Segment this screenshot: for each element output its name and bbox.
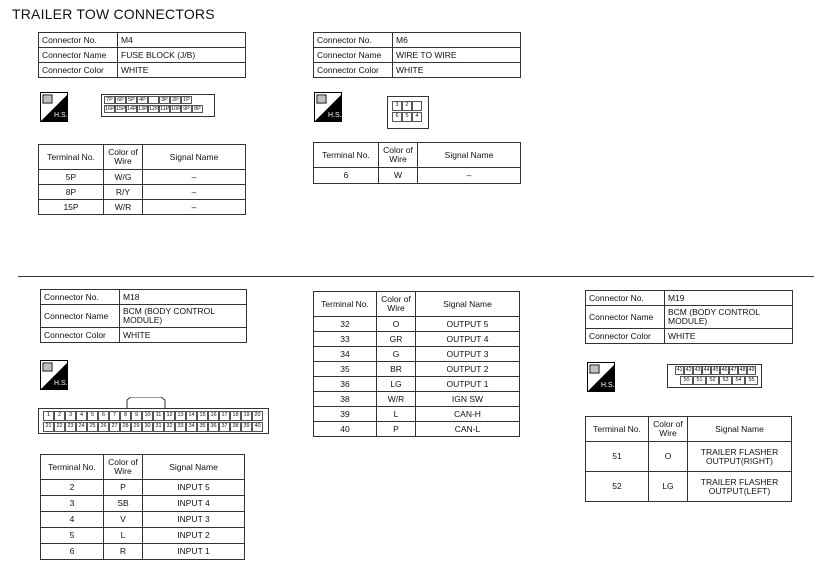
col-signal: Signal Name — [416, 292, 520, 317]
m4-connector-color: WHITE — [118, 63, 246, 78]
m18-connector-color: WHITE — [120, 328, 247, 343]
connector-pin: 22 — [54, 422, 65, 432]
wire-cell: V — [104, 512, 143, 528]
connector-pin: 4 — [412, 112, 422, 122]
wire-cell: L — [104, 528, 143, 544]
wire-cell: W/R — [377, 392, 416, 407]
connector-pin: 5P — [126, 96, 137, 104]
connector-pin: 46 — [721, 367, 728, 373]
table-row — [314, 332, 520, 347]
connector-pin: 5 — [87, 411, 98, 421]
terminal-cell: 2 — [41, 480, 104, 496]
m6-connector-name: WIRE TO WIRE — [393, 48, 521, 63]
table-row — [39, 185, 246, 200]
m19-connector-face — [667, 364, 762, 388]
info-label: Connector Color — [41, 328, 120, 343]
info-label: Connector Color — [39, 63, 118, 78]
connector-pin — [412, 101, 422, 111]
connector-pin: 15 — [197, 411, 208, 421]
connector-pin: 8P — [192, 105, 203, 113]
connector-pin: 4P — [137, 96, 148, 104]
connector-pin: 2 — [54, 411, 65, 421]
signal-cell: – — [143, 185, 246, 200]
connector-pin: 55 — [745, 376, 758, 385]
connector-pin: 13 — [175, 411, 186, 421]
connector-pin: 18 — [230, 411, 241, 421]
connector-pin: 29 — [131, 422, 142, 432]
table-row — [41, 480, 245, 496]
m4-info-table — [38, 32, 246, 78]
connector-pin: 16P — [105, 106, 115, 112]
signal-cell: OUTPUT 2 — [416, 362, 520, 377]
hs-connector-icon — [314, 92, 342, 122]
connector-pin: 51 — [693, 376, 706, 385]
table-row — [314, 347, 520, 362]
terminal-cell: 32 — [314, 317, 377, 332]
signal-cell: INPUT 5 — [143, 480, 245, 496]
connector-pin: 39 — [241, 422, 252, 432]
connector-pin: 38 — [230, 422, 241, 432]
signal-cell: – — [143, 170, 246, 185]
signal-cell: OUTPUT 4 — [416, 332, 520, 347]
col-terminal: Terminal No. — [39, 145, 104, 170]
table-row — [314, 362, 520, 377]
m19-signal-table — [585, 416, 792, 502]
wire-cell: GR — [377, 332, 416, 347]
connector-pin: 11 — [153, 411, 164, 421]
connector-pin: 10P — [171, 106, 181, 112]
connector-pin: 11P — [160, 106, 170, 112]
signal-cell: TRAILER FLASHER OUTPUT(LEFT) — [688, 472, 792, 502]
table-row — [41, 544, 245, 560]
connector-pin: 9 — [131, 411, 142, 421]
wire-cell: LG — [649, 472, 688, 502]
connector-pin: 36 — [208, 422, 219, 432]
col-wire: Color of Wire — [377, 292, 416, 317]
signal-cell: OUTPUT 3 — [416, 347, 520, 362]
connector-pin: 14 — [186, 411, 197, 421]
signal-cell: – — [143, 200, 246, 215]
table-row — [39, 170, 246, 185]
info-label: Connector No. — [586, 291, 665, 306]
m6-info-table — [313, 32, 521, 78]
m19-connector-no: M19 — [665, 291, 793, 306]
info-label: Connector No. — [41, 290, 120, 305]
col-terminal: Terminal No. — [314, 292, 377, 317]
connector-pin: 34 — [186, 422, 197, 432]
wire-cell: W/R — [104, 200, 143, 215]
connector-pin: 47 — [730, 367, 737, 373]
terminal-cell: 3 — [41, 496, 104, 512]
connector-pin: 17 — [219, 411, 230, 421]
connector-pin: 5 — [402, 112, 412, 122]
col-signal: Signal Name — [418, 143, 521, 168]
connector-pin: 3 — [65, 411, 76, 421]
connector-pin: 44 — [703, 367, 710, 373]
connector-pin: 33 — [175, 422, 186, 432]
terminal-cell: 15P — [39, 200, 104, 215]
m18-signal-table-b — [313, 291, 520, 437]
m19-info-table — [585, 290, 793, 344]
connector-pin: 2P — [170, 96, 181, 104]
connector-pin: 6P — [115, 96, 126, 104]
wire-cell: P — [104, 480, 143, 496]
connector-pin: 12 — [164, 411, 175, 421]
signal-cell: INPUT 1 — [143, 544, 245, 560]
connector-pin: 40 — [252, 422, 263, 432]
terminal-cell: 5 — [41, 528, 104, 544]
m4-connector-face — [101, 94, 215, 117]
m18-signal-table-a — [40, 454, 245, 560]
m18-connector-face — [38, 408, 269, 434]
connector-pin: 50 — [680, 376, 693, 385]
connector-pin: 1P — [181, 96, 192, 104]
info-label: Connector Name — [41, 305, 120, 328]
table-row — [41, 512, 245, 528]
info-label: Connector No. — [39, 33, 118, 48]
signal-cell: INPUT 3 — [143, 512, 245, 528]
m6-connector-no: M6 — [393, 33, 521, 48]
connector-pin: 30 — [142, 422, 153, 432]
table-row — [314, 377, 520, 392]
table-row — [314, 392, 520, 407]
terminal-cell: 34 — [314, 347, 377, 362]
wire-cell: R — [104, 544, 143, 560]
info-label: Connector Color — [314, 63, 393, 78]
table-row — [41, 528, 245, 544]
table-row — [314, 168, 521, 184]
wire-cell: W — [379, 168, 418, 184]
col-signal: Signal Name — [143, 145, 246, 170]
hs-label: H.S. — [328, 112, 342, 119]
table-row — [39, 200, 246, 215]
m6-connector-color: WHITE — [393, 63, 521, 78]
m6-connector-face — [387, 96, 429, 129]
signal-cell: TRAILER FLASHER OUTPUT(RIGHT) — [688, 442, 792, 472]
connector-pin: 6 — [392, 112, 402, 122]
col-wire: Color of Wire — [649, 417, 688, 442]
info-label: Connector Name — [39, 48, 118, 63]
connector-pin: 3P — [159, 96, 170, 104]
terminal-cell: 52 — [586, 472, 649, 502]
hs-label: H.S. — [54, 380, 68, 387]
connector-pin: 28 — [120, 422, 131, 432]
signal-cell: OUTPUT 1 — [416, 377, 520, 392]
wire-cell: W/G — [104, 170, 143, 185]
table-row — [41, 496, 245, 512]
col-terminal: Terminal No. — [586, 417, 649, 442]
connector-pin: 2 — [402, 101, 412, 111]
terminal-cell: 6 — [314, 168, 379, 184]
m19-connector-color: WHITE — [665, 329, 793, 344]
terminal-cell: 39 — [314, 407, 377, 422]
col-signal: Signal Name — [688, 417, 792, 442]
connector-pin: 43 — [694, 367, 701, 373]
m4-signal-table — [38, 144, 246, 215]
terminal-cell: 35 — [314, 362, 377, 377]
hs-connector-icon — [587, 362, 615, 392]
connector-pin: 32 — [164, 422, 175, 432]
m6-signal-table — [313, 142, 521, 184]
table-row — [314, 317, 520, 332]
connector-pin: 12P — [149, 106, 159, 112]
connector-pin: 9P — [181, 105, 192, 113]
wire-cell: G — [377, 347, 416, 362]
signal-cell: IGN SW — [416, 392, 520, 407]
connector-pin: 10 — [142, 411, 153, 421]
connector-pin: 45 — [712, 367, 719, 373]
connector-pin: 8 — [120, 411, 131, 421]
signal-cell: CAN-H — [416, 407, 520, 422]
connector-pin: 3 — [392, 101, 402, 111]
hs-label: H.S. — [54, 112, 68, 119]
connector-pin: 16 — [208, 411, 219, 421]
connector-pin — [148, 96, 159, 104]
terminal-cell: 36 — [314, 377, 377, 392]
wire-cell: BR — [377, 362, 416, 377]
terminal-cell: 40 — [314, 422, 377, 437]
col-signal: Signal Name — [143, 455, 245, 480]
connector-pin: 52 — [706, 376, 719, 385]
connector-pin: 20 — [252, 411, 263, 421]
signal-cell: INPUT 4 — [143, 496, 245, 512]
section-divider — [18, 276, 814, 277]
signal-cell: INPUT 2 — [143, 528, 245, 544]
table-row — [314, 422, 520, 437]
connector-pin: 1 — [43, 411, 54, 421]
col-wire: Color of Wire — [104, 145, 143, 170]
terminal-cell: 38 — [314, 392, 377, 407]
col-terminal: Terminal No. — [314, 143, 379, 168]
connector-pin: 21 — [43, 422, 54, 432]
terminal-cell: 33 — [314, 332, 377, 347]
wire-cell: P — [377, 422, 416, 437]
terminal-cell: 5P — [39, 170, 104, 185]
signal-cell: OUTPUT 5 — [416, 317, 520, 332]
connector-pin: 19 — [241, 411, 252, 421]
terminal-cell: 8P — [39, 185, 104, 200]
page-title: TRAILER TOW CONNECTORS — [12, 6, 215, 22]
connector-pin: 7 — [109, 411, 120, 421]
m18-info-table — [40, 289, 247, 343]
connector-pin: 13P — [138, 106, 148, 112]
terminal-cell: 6 — [41, 544, 104, 560]
signal-cell: – — [418, 168, 521, 184]
connector-pin: 15P — [116, 106, 126, 112]
hs-label: H.S. — [601, 382, 615, 389]
wire-cell: SB — [104, 496, 143, 512]
connector-pin: 53 — [719, 376, 732, 385]
wire-cell: O — [377, 317, 416, 332]
connector-pin: 14P — [127, 106, 137, 112]
connector-pin: 54 — [732, 376, 745, 385]
info-label: Connector Color — [586, 329, 665, 344]
connector-pin: 7P — [104, 96, 115, 104]
m4-connector-no: M4 — [118, 33, 246, 48]
info-label: Connector No. — [314, 33, 393, 48]
table-row — [586, 442, 792, 472]
connector-pin: 27 — [109, 422, 120, 432]
m18-connector-no: M18 — [120, 290, 247, 305]
col-wire: Color of Wire — [379, 143, 418, 168]
wire-cell: LG — [377, 377, 416, 392]
connector-pin: 31 — [153, 422, 164, 432]
table-row — [314, 407, 520, 422]
m19-connector-name: BCM (BODY CONTROL MODULE) — [665, 306, 793, 329]
info-label: Connector Name — [586, 306, 665, 329]
connector-pin: 42 — [685, 367, 692, 373]
connector-pin: 23 — [65, 422, 76, 432]
m4-connector-name: FUSE BLOCK (J/B) — [118, 48, 246, 63]
terminal-cell: 51 — [586, 442, 649, 472]
connector-pin: 4 — [76, 411, 87, 421]
col-terminal: Terminal No. — [41, 455, 104, 480]
signal-cell: CAN-L — [416, 422, 520, 437]
hs-connector-icon — [40, 92, 68, 122]
connector-pin: 49 — [748, 367, 755, 373]
table-row — [586, 472, 792, 502]
connector-pin: 25 — [87, 422, 98, 432]
connector-pin: 6 — [98, 411, 109, 421]
hs-connector-icon — [40, 360, 68, 390]
wire-cell: L — [377, 407, 416, 422]
wire-cell: O — [649, 442, 688, 472]
terminal-cell: 4 — [41, 512, 104, 528]
connector-pin: 37 — [219, 422, 230, 432]
info-label: Connector Name — [314, 48, 393, 63]
connector-pin: 26 — [98, 422, 109, 432]
connector-pin: 35 — [197, 422, 208, 432]
connector-pin: 24 — [76, 422, 87, 432]
connector-pin: 41 — [676, 367, 683, 373]
m18-connector-name: BCM (BODY CONTROL MODULE) — [120, 305, 247, 328]
connector-pin: 48 — [739, 367, 746, 373]
col-wire: Color of Wire — [104, 455, 143, 480]
wire-cell: R/Y — [104, 185, 143, 200]
